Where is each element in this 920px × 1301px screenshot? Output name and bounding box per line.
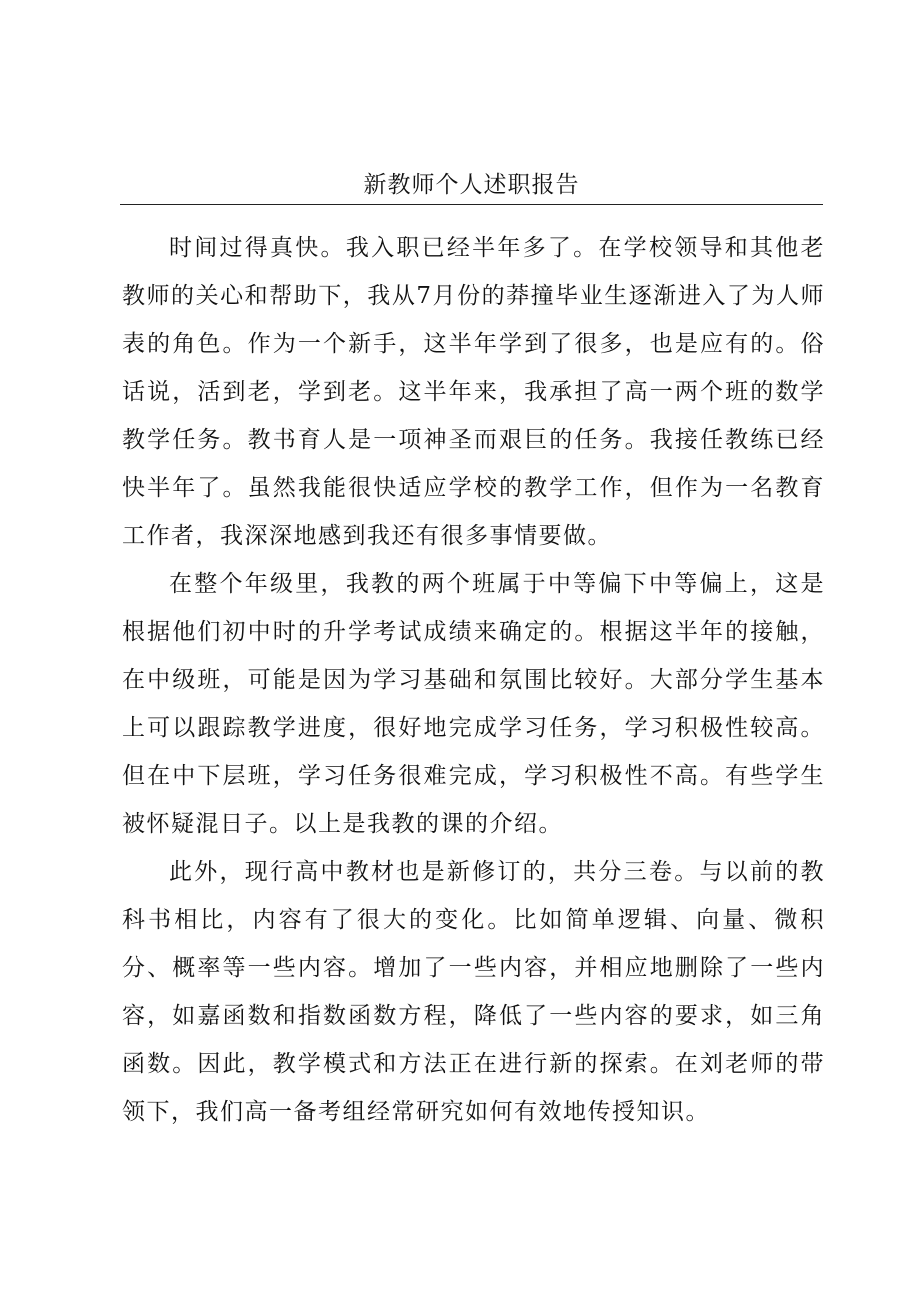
- title-divider: [120, 204, 823, 205]
- paragraph-2: 在整个年级里，我教的两个班属于中等偏下中等偏上，这是根据他们初中时的升学考试成绩来确定的。根据这半年的接触，在中级班，可能是因为学习基础和氛围比较好。大部分学生基本上可以跟踪教学进度，很好地完成学习任务，学习积极性较高。但在中下层班，学习任务很难完成，学习积极性不高。有些学生被怀疑混日子。以上是我教的课的介绍。: [122, 571, 825, 837]
- document-title: 新教师个人述职报告: [363, 172, 580, 198]
- paragraph-3: 此外，现行高中教材也是新修订的，共分三卷。与以前的教科书相比，内容有了很大的变化。比如简单逻辑、向量、微积分、概率等一些内容。增加了一些内容，并相应地删除了一些内容，如嘉函数和指数函数方程，降低了一些内容的要求，如三角函数。因此，教学模式和方法正在进行新的探索。在刘老师的带领下，我们高一备考组经常研究如何有效地传授知识。: [122, 859, 825, 1125]
- document-body: [122, 224, 825, 1136]
- paragraph-1: 时间过得真快。我入职已经半年多了。在学校领导和其他老教师的关心和帮助下，我从7月份的莽撞毕业生逐渐进入了为人师表的角色。作为一个新手，这半年学到了很多，也是应有的。俗话说，活到老，学到老。这半年来，我承担了高一两个班的数学教学任务。教书育人是一项神圣而艰巨的任务。我接任教练已经快半年了。虽然我能很快适应学校的教学工作，但作为一名教育工作者，我深深地感到我还有很多事情要做。: [122, 235, 825, 549]
